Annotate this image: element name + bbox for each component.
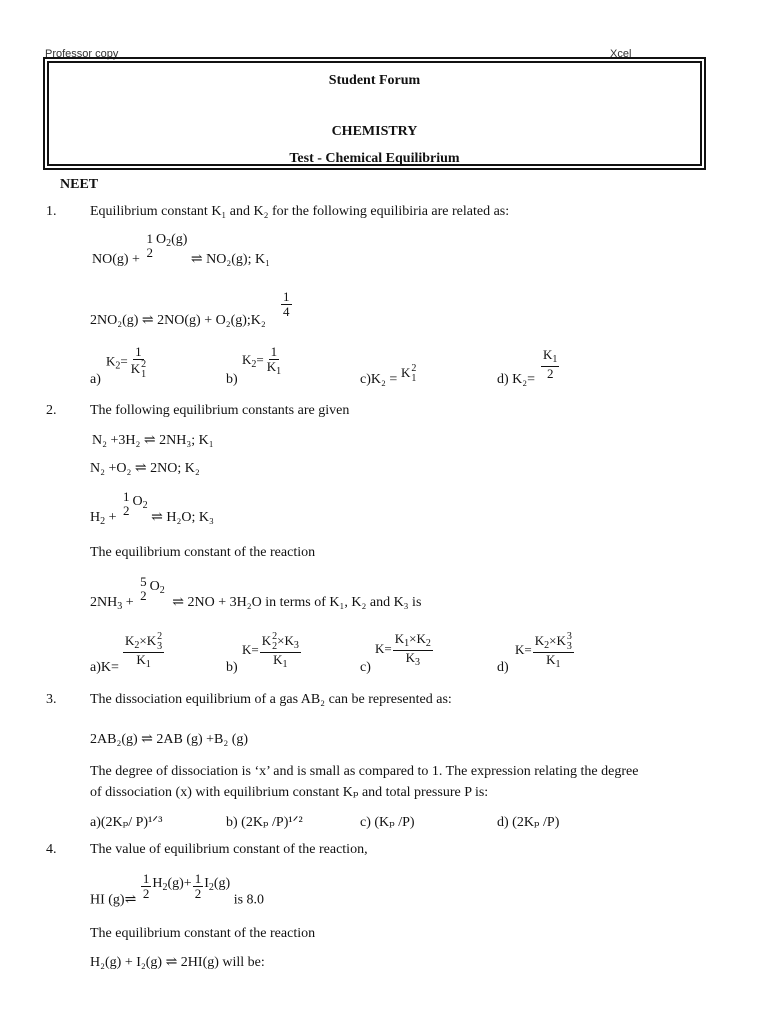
q1-number: 1. xyxy=(46,204,57,219)
q2-option-a-label: a)K= xyxy=(90,660,119,675)
q1-equation-2: 2NO₂(g) ⇌ 2NO(g) + O₂(g);K₂ xyxy=(90,313,266,328)
q4-prompt: The equilibrium constant of the reaction xyxy=(90,926,316,941)
q2-prompt: The equilibrium constant of the reaction xyxy=(90,545,316,560)
q1-option-a-label: a) xyxy=(90,372,101,387)
q2-equation-3: $H_2$ + 1 2 $O_2$ ⇌ H₂O; K₃ xyxy=(90,489,214,527)
q2-option-c-label: c) xyxy=(360,660,371,675)
q3-option-d: d) (2Kₚ /P) xyxy=(497,815,560,830)
q2-option-d-label: d) xyxy=(497,660,509,675)
q2-reaction: $2NH_3$ + 5 2 $O_2$ ⇌ 2NO + 3H₂O in terms of K₁, K₂ and K₃ is xyxy=(90,574,422,612)
q2-option-d: K= $K_2\times K$ 3 3 $K_1$ xyxy=(515,631,572,670)
q4-eq-lead: HI (g)⇌ xyxy=(90,892,137,908)
q4-text: The value of equilibrium constant of the reaction, xyxy=(90,842,368,857)
q3-option-a: a)(2Kₚ/ P)¹ᐟ³ xyxy=(90,815,163,830)
q4-equation-2: H₂(g) + I₂(g) ⇌ 2HI(g) will be: xyxy=(90,955,265,970)
q2-equation-1: N₂ +3H₂ ⇌ 2NH₃; K₁ xyxy=(92,433,214,448)
q2-reaction-tail: ⇌ 2NO + 3H₂O in terms of K₁, K₂ and K₃ is xyxy=(172,594,422,610)
q2-option-c: K= $\frac{K_1\times K_2}{K_3}$ xyxy=(375,631,431,668)
q4-eq-tail: is 8.0 xyxy=(233,892,265,908)
left-note: Professor copy xyxy=(45,48,119,60)
q3-paragraph-1: The degree of dissociation is ‘x’ and is small as compared to 1. The expression relating the degree xyxy=(90,764,639,779)
forum-title: Student Forum xyxy=(328,73,421,88)
section-label: NEET xyxy=(60,177,99,192)
q2-equation-2: N₂ +O₂ ⇌ 2NO; K₂ xyxy=(90,461,200,476)
right-note: Xcel xyxy=(610,48,632,60)
q3-paragraph-2: of dissociation (x) with equilibrium constant Kₚ and total pressure P is: xyxy=(90,785,489,800)
test-title: Test - Chemical Equilibrium xyxy=(289,151,460,166)
q1-option-c: K 2 1 xyxy=(401,363,417,384)
subject-title: CHEMISTRY xyxy=(331,124,418,139)
q1-option-d-label: d) K₂= xyxy=(497,372,536,387)
q2-eq3-tail: ⇌ H₂O; K₃ xyxy=(151,509,214,525)
q3-option-b: b) (2Kₚ /P)¹ᐟ² xyxy=(226,815,303,830)
q2-text: The following equilibrium constants are given xyxy=(90,403,350,418)
q1-equation-1: NO(g) + 1 2 $O_2(g)$ ⇌ NO₂(g); K₁ xyxy=(92,231,270,267)
q2-option-a: $K_2\times K$ 2 3 $K_1$ xyxy=(125,631,163,670)
q2-option-b: K= K 2 2 $\times K_3$ $K_1$ xyxy=(242,631,299,670)
q1-option-b-label: b) xyxy=(226,372,238,387)
q2-option-b-label: b) xyxy=(226,660,238,675)
q3-text: The dissociation equilibrium of a gas AB₂ can be represented as: xyxy=(90,692,452,707)
q1-option-c-label: c)K₂ = xyxy=(360,372,398,387)
q3-number: 3. xyxy=(46,692,57,707)
q4-equation: HI (g)⇌ $\frac{1}{2}$ $H_2(g)+$ $\frac{1}{2}$ $I_2(g)$ is 8.0 xyxy=(90,871,265,908)
q1-eq2-fraction: $\frac{1}{4}$ xyxy=(283,289,290,319)
q1-option-b: $K_2=$ $\frac{1}{K_1}$ xyxy=(242,344,282,377)
q1-text: Equilibrium constant K₁ and K₂ for the following equilibiria are related as: xyxy=(90,204,510,219)
q1-eq1-tail: ⇌ NO₂(g); K₁ xyxy=(190,252,270,267)
q4-number: 4. xyxy=(46,842,57,857)
q1-option-a: $K_2=$ 1 K 2 1 xyxy=(106,344,147,380)
q3-option-c: c) (Kₚ /P) xyxy=(360,815,415,830)
q3-equation: 2AB₂(g) ⇌ 2AB (g) +B₂ (g) xyxy=(90,732,249,747)
q1-option-d: $\frac{K_1}{2}$ xyxy=(543,347,558,381)
q2-number: 2. xyxy=(46,403,57,418)
